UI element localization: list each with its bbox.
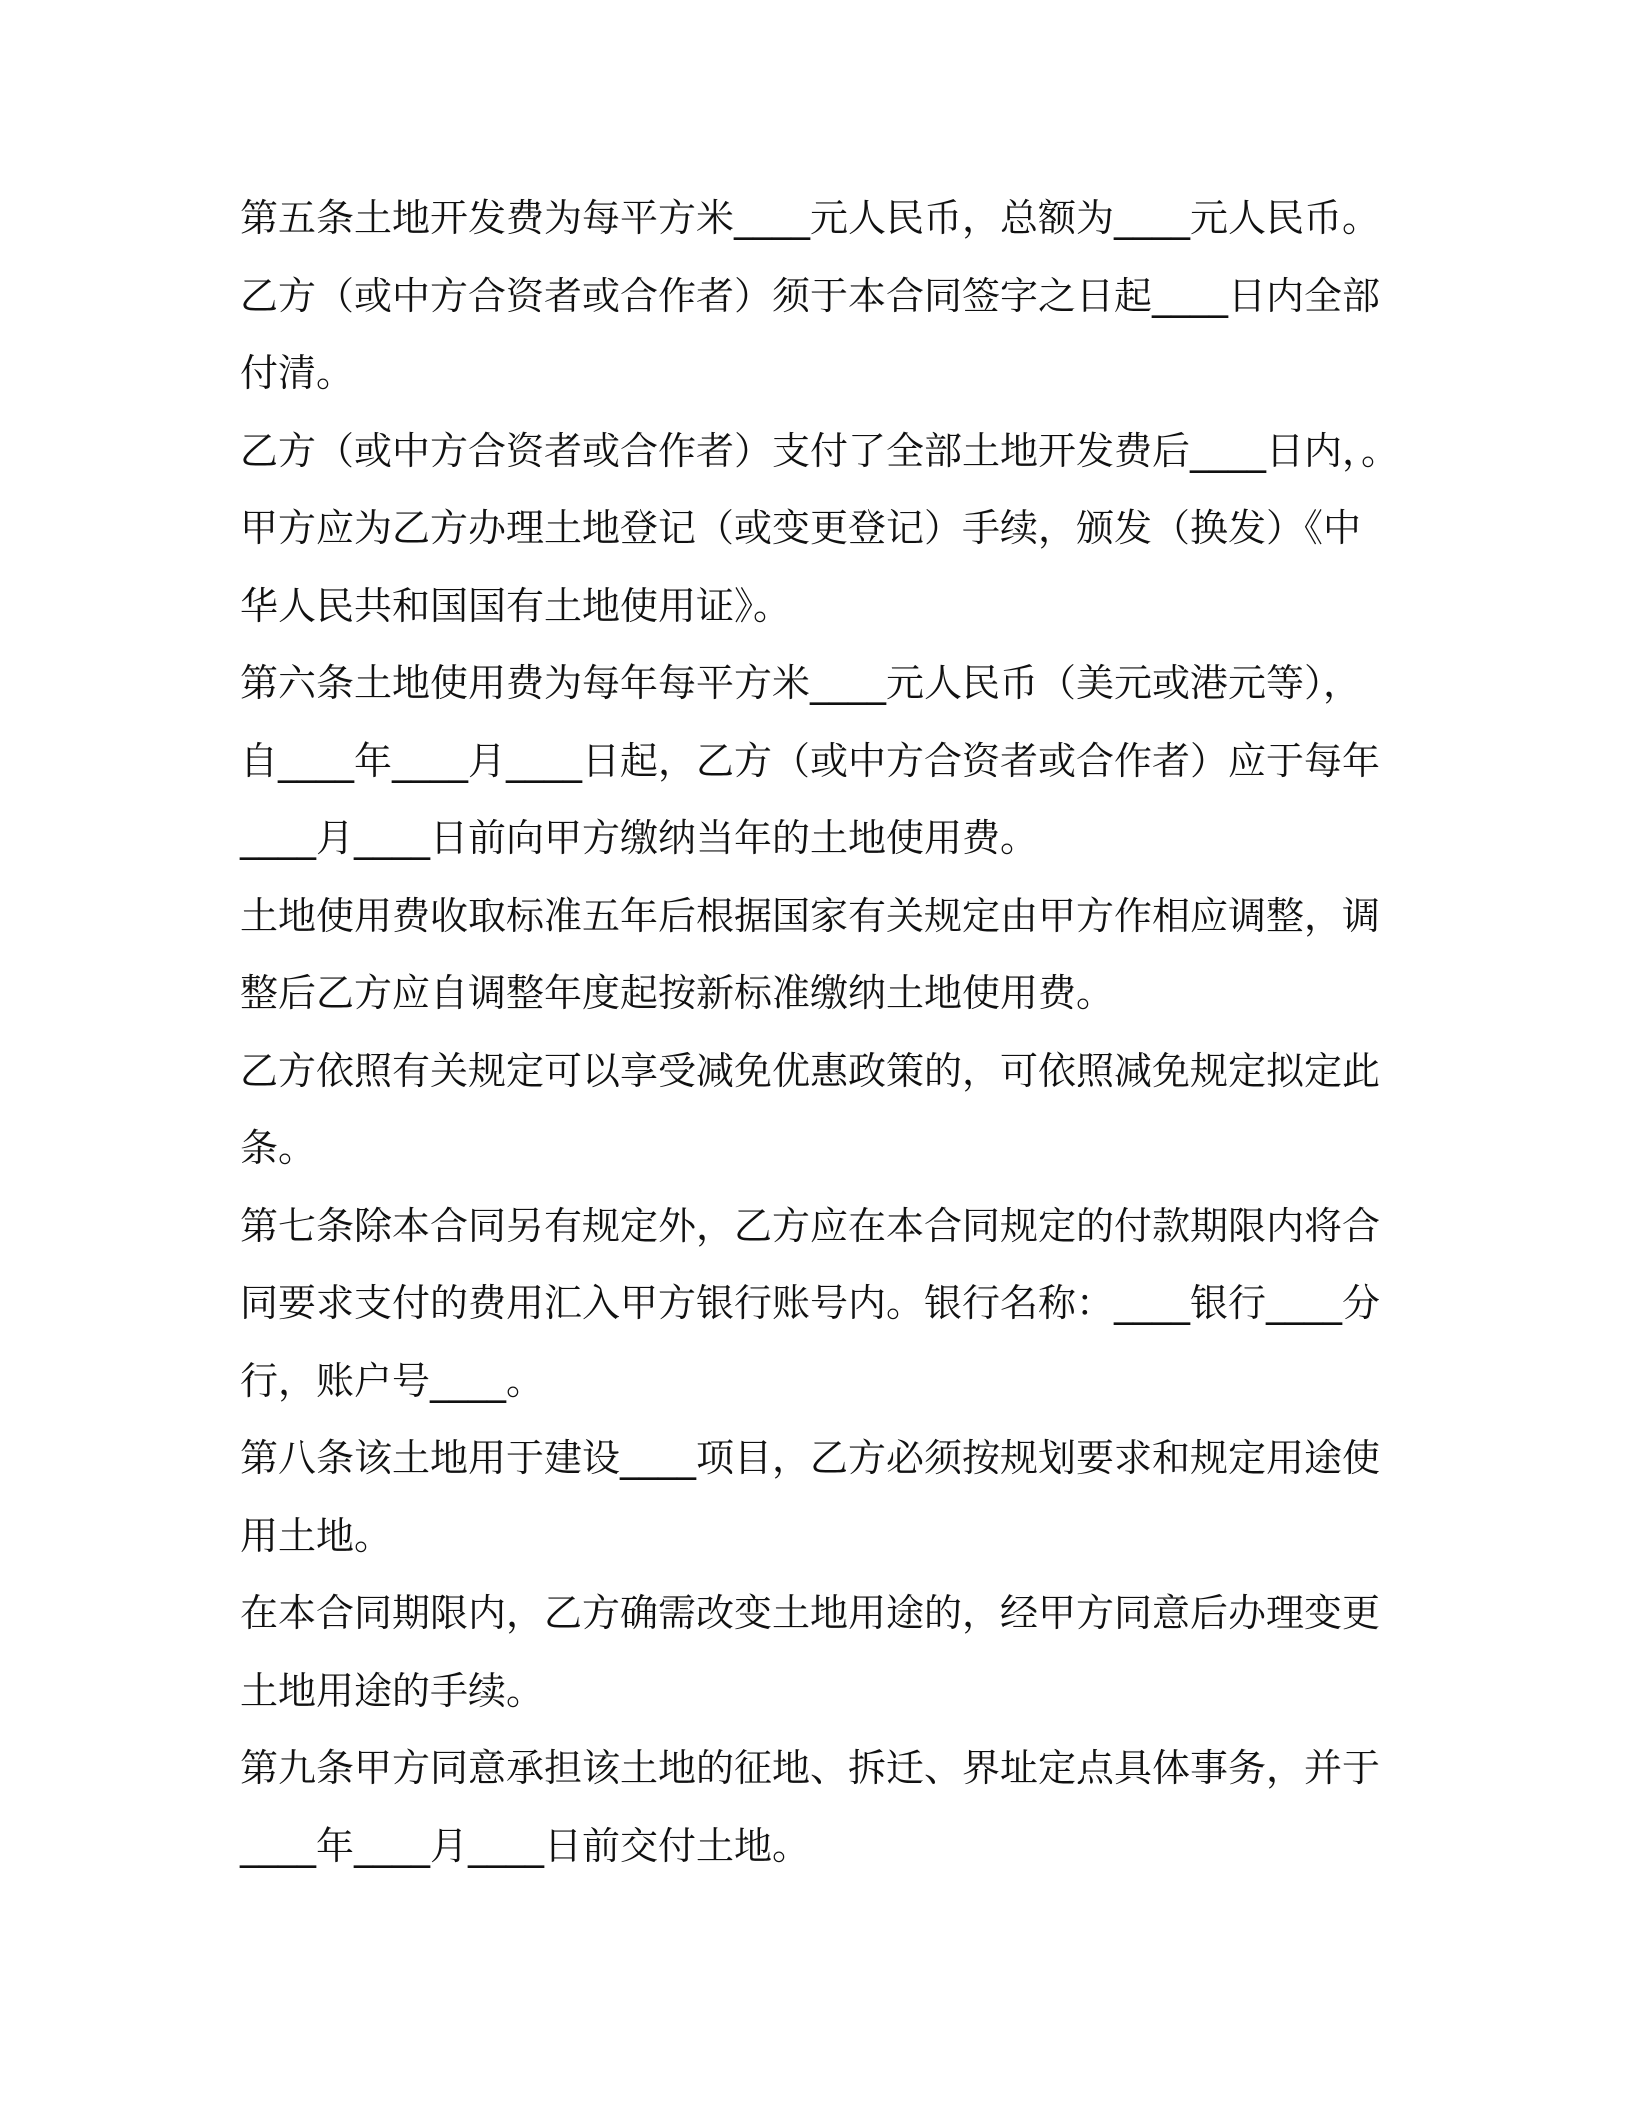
text-line: 条。 <box>240 1126 317 1170</box>
text-line: 乙方（或中方合资者或合作者）支付了全部土地开发费后____日内，。 <box>240 428 1400 473</box>
text-line: 整后乙方应自调整年度起按新标准缴纳土地使用费。 <box>240 971 1115 1015</box>
document-body <box>240 180 1400 1885</box>
text-line: 甲方应为乙方办理土地登记（或变更登记）手续，颁发（换发）《中 <box>240 506 1362 550</box>
text-line: 第六条土地使用费为每年每平方米____元人民币（美元或港元等）， <box>240 661 1362 705</box>
text-line: 行，账户号____。 <box>240 1358 545 1403</box>
text-line: 付清。 <box>240 351 355 395</box>
text-line: 第五条土地开发费为每平方米____元人民币，总额为____元人民币。 <box>240 196 1381 240</box>
text-line: 在本合同期限内，乙方确需改变土地用途的，经甲方同意后办理变更 <box>240 1591 1381 1635</box>
text-line: 华人民共和国国有土地使用证》。 <box>240 583 792 628</box>
text-line: 用土地。 <box>240 1513 393 1558</box>
text-line: 第九条甲方同意承担该土地的征地、拆迁、界址定点具体事务，并于 <box>240 1746 1381 1790</box>
text-line: ____年____月____日前交付土地。 <box>240 1823 811 1868</box>
text-line: 乙方（或中方合资者或合作者）须于本合同签字之日起____日内全部 <box>240 273 1381 318</box>
text-line: 第八条该土地用于建设____项目，乙方必须按规划要求和规定用途使 <box>240 1436 1381 1480</box>
text-line: 土地使用费收取标准五年后根据国家有关规定由甲方作相应调整，调 <box>240 893 1381 938</box>
text-line: 乙方依照有关规定可以享受减免优惠政策的，可依照减免规定拟定此 <box>240 1048 1381 1093</box>
text-line: 第七条除本合同另有规定外，乙方应在本合同规定的付款期限内将合 <box>240 1203 1381 1248</box>
text-line: 同要求支付的费用汇入甲方银行账号内。银行名称：____银行____分 <box>240 1281 1381 1325</box>
text-line: 自____年____月____日起，乙方（或中方合资者或合作者）应于每年 <box>240 738 1381 783</box>
text-line: 土地用途的手续。 <box>240 1668 545 1713</box>
text-line: ____月____日前向甲方缴纳当年的土地使用费。 <box>240 816 1039 860</box>
